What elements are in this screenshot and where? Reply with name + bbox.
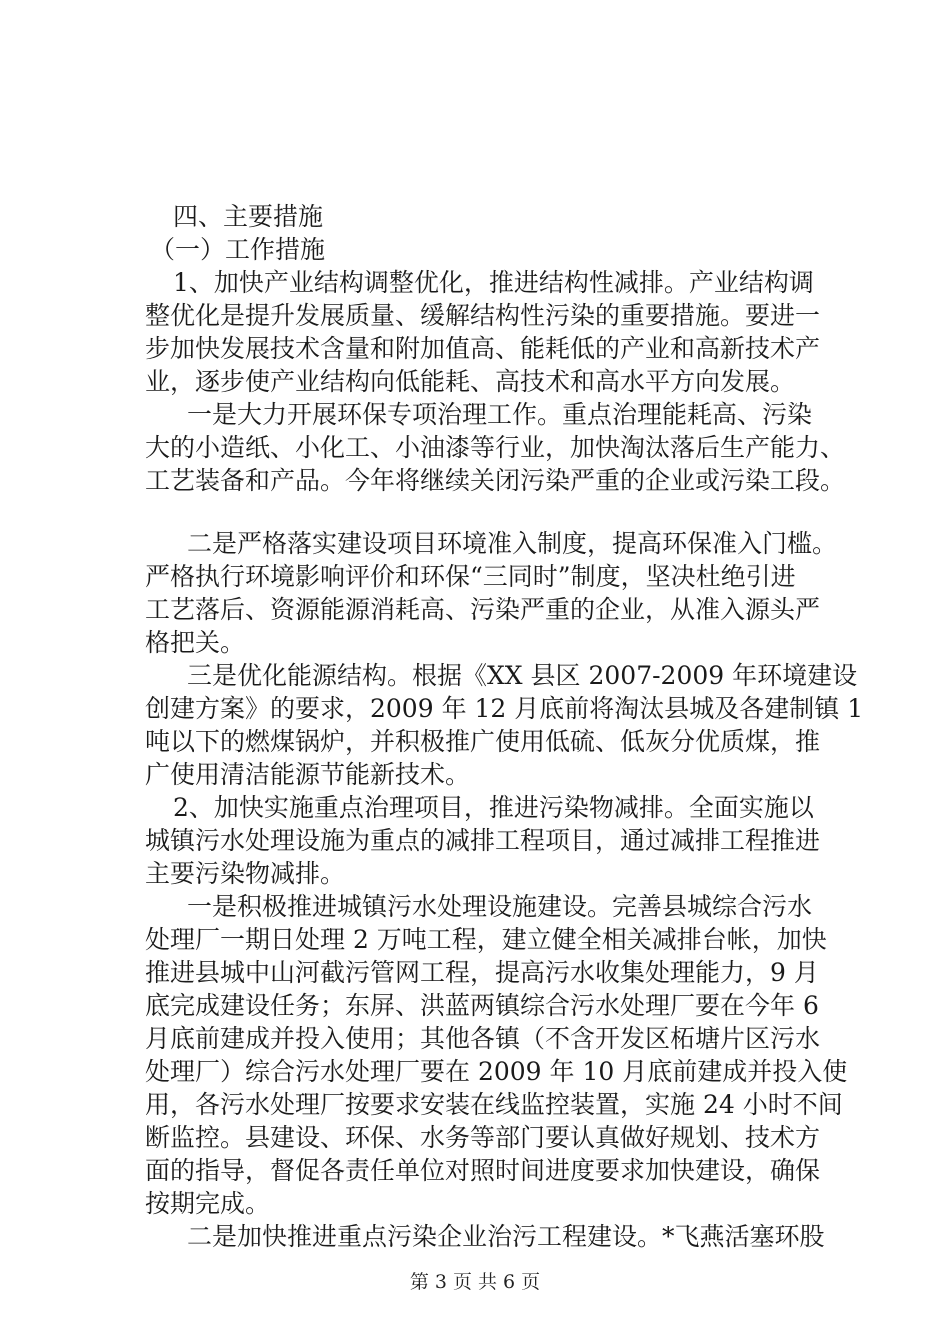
paragraph-line: 严格执行环境影响评价和环保“三同时”制度，坚决杜绝引进: [145, 562, 796, 591]
paragraph-line: 底完成建设任务；东屏、洪蓝两镇综合污水处理厂要在今年 6: [145, 991, 819, 1020]
paragraph-line: 月底前建成并投入使用；其他各镇（不含开发区柘塘片区污水: [145, 1024, 821, 1053]
paragraph-line: 城镇污水处理设施为重点的减排工程项目，通过减排工程推进: [145, 826, 821, 855]
paragraph-line: 二是严格落实建设项目环境准入制度，提高环保准入门槛。: [187, 529, 838, 558]
paragraph-line: 处理厂一期日处理 2 万吨工程，建立健全相关减排台帐，加快: [145, 925, 827, 954]
document-body: [145, 200, 864, 1253]
paragraph-line: 用，各污水处理厂按要求安装在线监控装置，实施 24 小时不间: [145, 1090, 843, 1119]
paragraph-line: 步加快发展技术含量和附加值高、能耗低的产业和高新技术产: [145, 334, 821, 363]
paragraph-line: 断监控。县建设、环保、水务等部门要认真做好规划、技术方: [145, 1123, 821, 1152]
paragraph-line: 三是优化能源结构。根据《XX 县区 2007-2009 年环境建设: [187, 661, 858, 690]
paragraph-line: 2、加快实施重点治理项目，推进污染物减排。全面实施以: [173, 793, 814, 822]
paragraph-line: 工艺落后、资源能源消耗高、污染严重的企业，从准入源头严: [145, 595, 821, 624]
paragraph-line: 二是加快推进重点污染企业治污工程建设。*飞燕活塞环股: [187, 1222, 825, 1251]
page-number: 第 3 页 共 6 页: [409, 1271, 541, 1293]
paragraph-line: 按期完成。: [145, 1189, 271, 1218]
paragraph-line: 面的指导，督促各责任单位对照时间进度要求加快建设，确保: [145, 1156, 821, 1185]
paragraph-line: 1、加快产业结构调整优化，推进结构性减排。产业结构调: [173, 268, 814, 297]
subsection-heading: （一）工作措施: [150, 235, 326, 264]
paragraph-line: 工艺装备和产品。今年将继续关闭污染严重的企业或污染工段。: [145, 466, 846, 495]
paragraph-gap: [145, 497, 835, 527]
paragraph-line: 一是积极推进城镇污水处理设施建设。完善县城综合污水: [187, 892, 813, 921]
paragraph-line: 主要污染物减排。: [145, 859, 346, 888]
section-heading: 四、主要措施: [173, 202, 324, 231]
paragraph-line: 创建方案》的要求，2009 年 12 月底前将淘汰县城及各建制镇 1: [145, 694, 864, 723]
paragraph-line: 一是大力开展环保专项治理工作。重点治理能耗高、污染: [187, 400, 813, 429]
paragraph-line: 处理厂）综合污水处理厂要在 2009 年 10 月底前建成并投入使: [145, 1057, 848, 1086]
paragraph-line: 业，逐步使产业结构向低能耗、高技术和高水平方向发展。: [145, 367, 796, 396]
paragraph-line: 大的小造纸、小化工、小油漆等行业，加快淘汰落后生产能力、: [145, 433, 846, 462]
paragraph-line: 格把关。: [145, 628, 246, 657]
paragraph-line: 吨以下的燃煤锅炉，并积极推广使用低硫、低灰分优质煤，推: [145, 727, 821, 756]
paragraph-line: 推进县城中山河截污管网工程，提高污水收集处理能力，9 月: [145, 958, 819, 987]
paragraph-line: 广使用清洁能源节能新技术。: [145, 760, 471, 789]
paragraph-line: 整优化是提升发展质量、缓解结构性污染的重要措施。要进一: [145, 301, 821, 330]
page-footer: [0, 1267, 950, 1294]
